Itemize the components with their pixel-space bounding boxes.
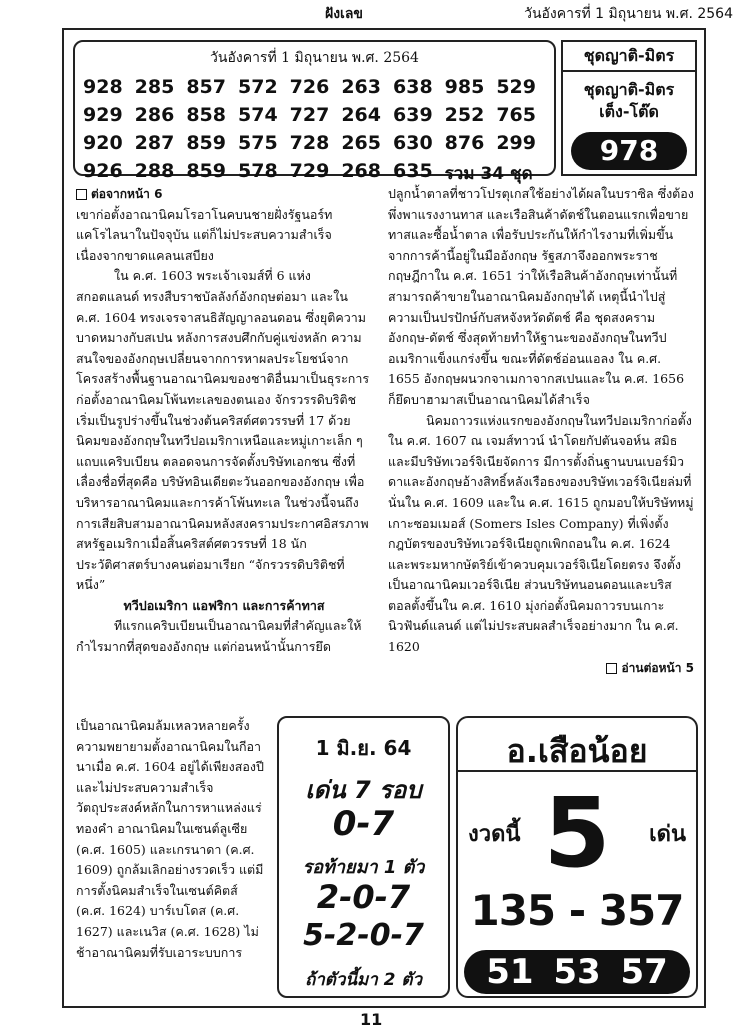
- grid-number: 985: [444, 76, 485, 98]
- article-paragraph: เป็นอาณานิคมล้มเหลวหลายครั้ง ความพยายามตั้งอาณานิคมในกีอานาเมื่อ ค.ศ. 1604 อยู่ได้เพียงสองปี และไม่ประสบความสำเร็จวัตถุประสงค์หลักในการหาแหล่งแร่ทองคำ อาณานิคมในเซนต์ลูเซีย (ค.ศ. 1605) และเกรนาดา (ค.ศ. 1609) ถูกล้มเลิกอย่างรวดเร็ว แต่มีการตั้งนิคมสำเร็จในเซนต์คิตส์ (ค.ศ. 1624) บาร์เบโดส (ค.ศ. 1627) และเนวิส (ค.ศ. 1628) ไม่ช้าอาณานิคมที่รับเอาระบบการ: [76, 718, 264, 960]
- teacher-name: อ.เสือน้อย: [506, 732, 648, 770]
- grid-number: 857: [186, 76, 226, 98]
- side-box-number: 978: [571, 132, 687, 170]
- continued-from: ต่อจากหน้า 6: [76, 184, 372, 205]
- number-box-title: วันอังคารที่ 1 มิถุนายน พ.ศ. 2564: [210, 50, 419, 66]
- grid-number: 575: [238, 132, 278, 154]
- divider: [458, 770, 696, 772]
- hand-line: 5-2-0-7: [303, 918, 424, 953]
- side-box-line2: เต็ง-โต๊ด: [599, 102, 659, 121]
- grid-number: 572: [238, 76, 278, 98]
- checkbox-square-icon: [606, 663, 617, 674]
- article-paragraph: เขาก่อตั้งอาณานิคมโรอาโนคบนชายฝั่งรัฐนอร์ทแคโรไลนาในปัจจุบัน แต่ก็ไม่ประสบความสำเร็จเนื่องจากขาดแคลนเสบียง: [76, 206, 333, 263]
- grid-number: 920: [83, 132, 123, 154]
- grid-number: 268: [341, 160, 381, 182]
- handwritten-box: [277, 716, 450, 998]
- number-box: [73, 40, 556, 184]
- side-box: [561, 40, 697, 176]
- grid-number: 859: [186, 132, 226, 154]
- number-grid: [83, 76, 548, 187]
- article-right-column: [388, 184, 694, 678]
- grid-number: 765: [496, 104, 536, 126]
- section-heading: ทวีปอเมริกา แอฟริกา และการค้าทาส: [123, 597, 325, 613]
- grid-number: 299: [496, 132, 536, 154]
- hand-line: 0-7: [332, 804, 395, 844]
- side-box-header: ชุดญาติ-มิตร: [563, 42, 695, 72]
- hand-line: รอท้ายมา 1 ตัว: [302, 857, 425, 878]
- grid-number: 858: [186, 104, 226, 126]
- article-lower-left: [76, 716, 270, 963]
- grid-number: 929: [83, 104, 123, 126]
- big-number: 5: [543, 777, 611, 889]
- grid-total: รวม 34 ชุด: [444, 164, 533, 184]
- grid-number: 727: [289, 104, 330, 126]
- grid-number: 859: [186, 160, 226, 182]
- grid-number: 876: [444, 132, 485, 154]
- grid-number: 263: [341, 76, 381, 98]
- article-paragraph: นิคมถาวรแห่งแรกของอังกฤษในทวีปอเมริกาก่อตั้งใน ค.ศ. 1607 ณ เจมส์ทาวน์ นำโดยกัปตันจอห์น สมิธ และมีบริษัทเวอร์จิเนียจัดการ มีการตั้งถิ่นฐานบนเบอร์มิวดาและอังกฤษอ้างสิทธิ์หลังเรือธงของบริษัทเวอร์จิเนียล่มที่นั่นใน ค.ศ. 1609 และใน ค.ศ. 1615 ถูกมอบให้บริษัทหมู่เกาะซอมเมอส์ (Somers Isles Company) ที่เพิ่งตั้ง กฎบัตรของบริษัทเวอร์จิเนียถูกเพิกถอนใน ค.ศ. 1624 และพระมหากษัตริย์เข้าควบคุมเวอร์จิเนียโดยตรง จึงตั้งเป็นอาณานิคมเวอร์จิเนีย ส่วนบริษัทนอนดอนและบริสตอลตั้งขึ้นใน ค.ศ. 1610 มุ่งก่อตั้งนิคมถาวรบนเกาะนิวฟันด์แลนด์ แต่ไม่ประสบผลสำเร็จอย่างมาก ใน ค.ศ. 1620: [388, 412, 694, 655]
- grid-number: 287: [134, 132, 175, 154]
- grid-number: 728: [289, 132, 330, 154]
- pair-numbers: 135 - 357: [470, 886, 684, 935]
- bottom-numbers-bar: 51 53 57: [464, 950, 690, 994]
- grid-number: 265: [341, 132, 381, 154]
- grid-number: 529: [496, 76, 536, 98]
- article-paragraph: ปลูกน้ำตาลที่ชาวโปรตุเกสใช้อย่างได้ผลในบราซิล ซึ่งต้องพึ่งพาแรงงานทาส และเรือสินค้าดัตช์ในตอนแรกเพื่อขายทาสและซื้อน้ำตาล เพื่อรับประกันให้กำไรงามที่เพิ่มขึ้นจากการค้านี้อยู่ในมืออังกฤษ รัฐสภาจึงออกพระราชกฤษฎีกาใน ค.ศ. 1651 ว่าให้เรือสินค้าอังกฤษเท่านั้นที่สามารถค้าขายในอาณานิคมอังกฤษได้ เหตุนี้นำไปสู่ความเป็นปรปักษ์กับสหจังหวัดดัตช์ คือ ชุดสงครามอังกฤษ-ดัตช์ ซึ่งสุดท้ายทำให้ฐานะของอังกฤษในทวีปอเมริกาแข็งแกร่งขึ้น ขณะที่ดัตช์อ่อนแอลง ใน ค.ศ. 1655 อังกฤษผนวกจาเมกาจากสเปนและใน ค.ศ. 1656 ก็ยึดบาฮามาสเป็นอาณานิคมได้สำเร็จ: [388, 186, 694, 407]
- hand-line: ถ้าตัวนี้มา 2 ตัว: [304, 970, 423, 990]
- grid-number: 928: [83, 76, 123, 98]
- grid-number: 252: [444, 104, 485, 126]
- article-left-column: [76, 184, 372, 658]
- grid-number: 578: [238, 160, 278, 182]
- hand-date: 1 มิ.ย. 64: [315, 736, 412, 760]
- grid-number: 926: [83, 160, 123, 182]
- left-label: งวดนี้: [468, 822, 521, 847]
- hand-line: 2-0-7: [316, 878, 411, 916]
- continued-to: อ่านต่อหน้า 5: [388, 658, 694, 679]
- hand-line: เด่น 7 รอบ: [305, 776, 422, 804]
- grid-number: 288: [134, 160, 175, 182]
- article-paragraph: ทีแรกแคริบเบียนเป็นอาณานิคมที่สำคัญและให้กำไรมากที่สุดของอังกฤษ แต่ก่อนหน้านั้นการยึด: [76, 618, 362, 655]
- article-paragraph: ใน ค.ศ. 1603 พระเจ้าเจมส์ที่ 6 แห่งสกอตแลนด์ ทรงสืบราชบัลลังก์อังกฤษต่อมา และใน ค.ศ. 1604 ทรงเจรจาสนธิสัญญาลอนดอน ซึ่งยุติความบาดหมางกับสเปน หลังการสงบศึกกับคู่แข่งหลัก ความสนใจของอังกฤษเปลี่ยนจากการหาผลประโยชน์จากโครงสร้างพื้นฐานอาณานิคมของชาติอื่นมาเป็นธุระการก่อตั้งอาณานิคมโพ้นทะเลของตนเอง จักรวรรดิบริติชเริ่มเป็นรูปร่างขึ้นในช่วงต้นคริสต์ศตวรรษที่ 17 ด้วยนิคมของอังกฤษในทวีปอเมริกาเหนือและหมู่เกาะเล็ก ๆ แถบแคริบเบียน ตลอดจนการจัดตั้งบริษัทเอกชน ซึ่งที่เลื่องชื่อที่สุดคือ บริษัทอินเดียตะวันออกของอังกฤษ เพื่อบริหารอาณานิคมและการค้าโพ้นทะเล ในช่วงนี้จนถึงการเสียสิบสามอาณานิคมหลังสงครามประกาศอิสรภาพสหรัฐอเมริกาเมื่อสิ้นคริสต์ศตวรรษที่ 18 นักประวัติศาสตร์บางคนต่อมาเรียก “จักรวรรดิบริติชที่หนึ่ง”: [76, 268, 370, 593]
- grid-number: 635: [393, 160, 433, 182]
- side-box-line1: ชุดญาติ-มิตร: [583, 80, 675, 99]
- right-label: เด่น: [649, 822, 686, 847]
- grid-number: 285: [134, 76, 175, 98]
- grid-number: 726: [289, 76, 330, 98]
- grid-number: 574: [238, 104, 278, 126]
- grid-number: 286: [134, 104, 175, 126]
- brand-title: ฝังเลข: [325, 6, 363, 22]
- grid-number: 729: [289, 160, 330, 182]
- page-number: 11: [360, 1010, 383, 1029]
- teacher-box: [456, 716, 698, 998]
- grid-number: 638: [393, 76, 433, 98]
- grid-number: 639: [393, 104, 433, 126]
- checkbox-square-icon: [76, 189, 87, 200]
- header-date: วันอังคารที่ 1 มิถุนายน พ.ศ. 2564: [524, 6, 733, 22]
- grid-number: 264: [341, 104, 381, 126]
- grid-number: 630: [393, 132, 433, 154]
